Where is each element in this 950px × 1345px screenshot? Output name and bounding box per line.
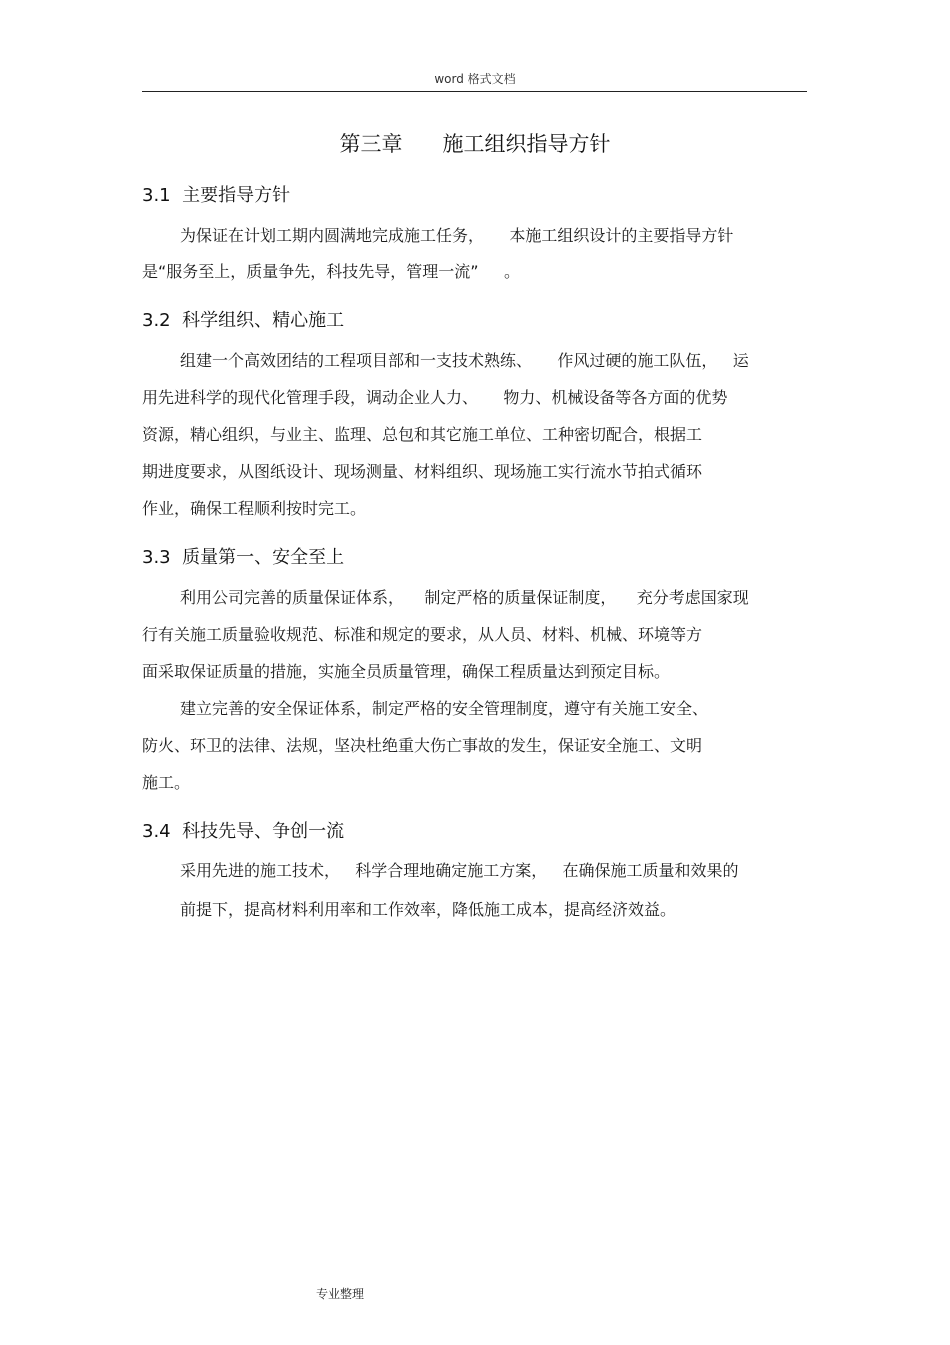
- paragraph-line: 建立完善的安全保证体系，制定严格的安全管理制度，遵守有关施工安全、: [180, 699, 709, 718]
- paragraph-line: 是“服务至上，质量争先，科技先导，管理一流” 。: [142, 262, 521, 281]
- paragraph-line: 行有关施工质量验收规范、标准和规定的要求，从人员、材料、机械、环境等方: [142, 625, 703, 644]
- paragraph-line: 采用先进的施工技术， 科学合理地确定施工方案， 在确保施工质量和效果的: [180, 861, 739, 880]
- section-heading-3-1: 3.1 主要指导方针: [142, 185, 291, 206]
- section-heading-3-3: 3.3 质量第一、安全至上: [142, 547, 345, 568]
- page-header: word 格式文档: [434, 72, 516, 86]
- paragraph-line: 利用公司完善的质量保证体系， 制定严格的质量保证制度， 充分考虑国家现: [180, 588, 749, 607]
- paragraph-line: 为保证在计划工期内圆满地完成施工任务， 本施工组织设计的主要指导方针: [180, 226, 734, 245]
- paragraph-line: 组建一个高效团结的工程项目部和一支技术熟练、 作风过硬的施工队伍， 运: [180, 351, 749, 370]
- section-heading-3-4: 3.4 科技先导、争创一流: [142, 821, 345, 842]
- paragraph-line: 作业，确保工程顺利按时完工。: [142, 499, 367, 518]
- paragraph-line: 防火、环卫的法律、法规，坚决杜绝重大伤亡事故的发生，保证安全施工、文明: [142, 736, 703, 755]
- paragraph-line: 施工。: [142, 773, 191, 792]
- header-divider: [142, 91, 807, 92]
- paragraph-line: 用先进科学的现代化管理手段，调动企业人力、 物力、机械设备等各方面的优势: [142, 388, 728, 407]
- section-heading-3-2: 3.2 科学组织、精心施工: [142, 310, 345, 331]
- paragraph-line: 前提下，提高材料利用率和工作效率，降低施工成本，提高经济效益。: [180, 900, 677, 919]
- paragraph-line: 面采取保证质量的措施，实施全员质量管理，确保工程质量达到预定目标。: [142, 662, 671, 681]
- page-footer: 专业整理: [316, 1287, 365, 1301]
- paragraph-line: 资源，精心组织，与业主、监理、总包和其它施工单位、工种密切配合，根据工: [142, 425, 703, 444]
- chapter-title: 第三章 施工组织指导方针: [339, 132, 611, 156]
- paragraph-line: 期进度要求，从图纸设计、现场测量、材料组织、现场施工实行流水节拍式循环: [142, 462, 703, 481]
